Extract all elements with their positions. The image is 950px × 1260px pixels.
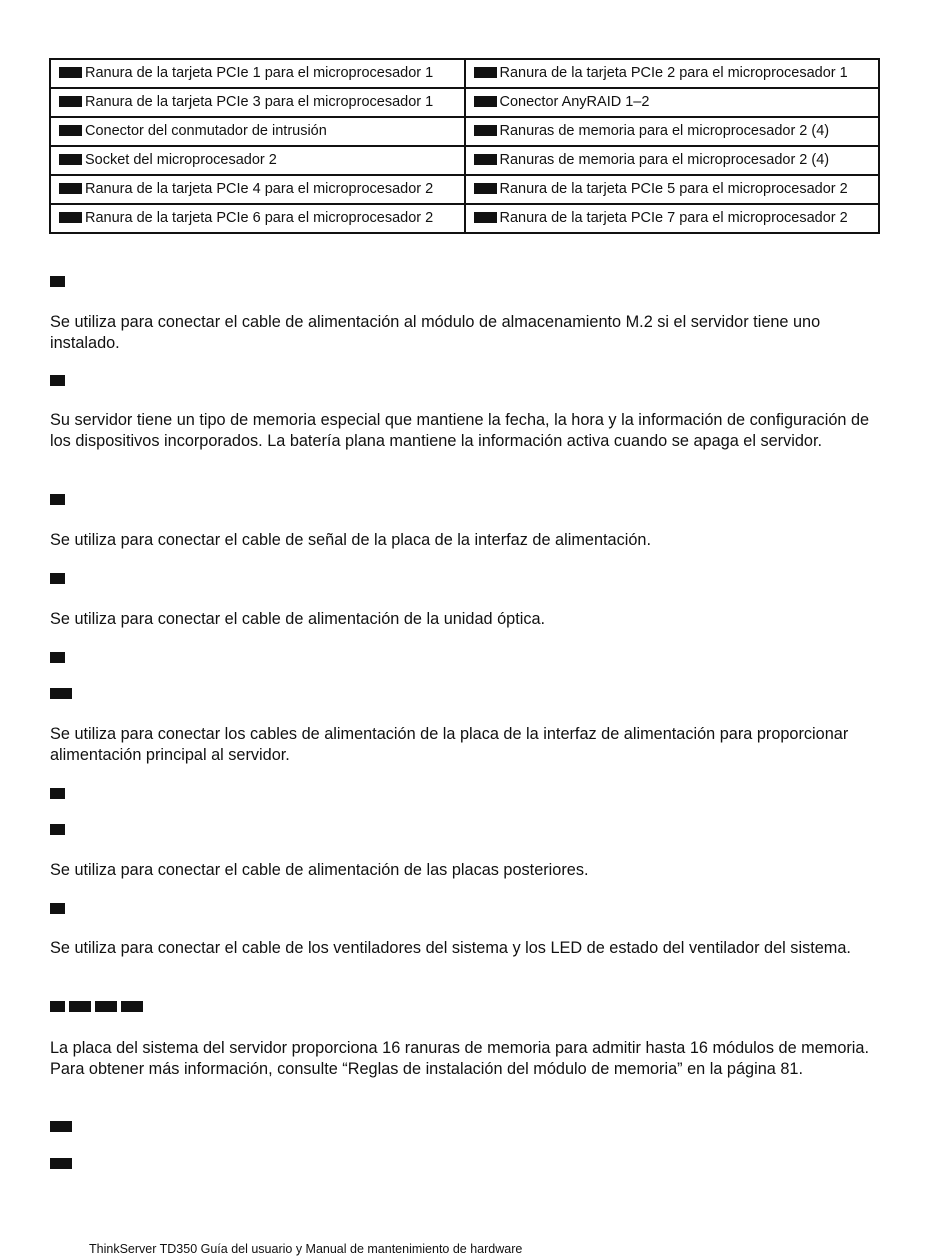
section-text: Se utiliza para conectar los cables de alimentación de la placa de la interfaz de alimentación para proporcionar alimentación principal al servidor.	[50, 725, 849, 764]
table-row	[50, 146, 879, 175]
section-heading-marker	[50, 1121, 72, 1132]
section-heading-marker	[50, 375, 65, 386]
table-cell: Ranura de la tarjeta PCIe 5 para el microprocesador 2	[465, 175, 880, 204]
callout-marker	[50, 824, 65, 835]
section-heading-marker	[50, 1001, 143, 1012]
section-text: Se utiliza para conectar el cable de los ventiladores del sistema y los LED de estado del ventilador del sistema.	[50, 939, 851, 957]
table-cell: Ranura de la tarjeta PCIe 2 para el microprocesador 1	[465, 59, 880, 88]
section-heading-marker	[50, 688, 72, 699]
callout-marker	[50, 1001, 65, 1012]
components-table	[49, 58, 880, 234]
table-cell: Ranura de la tarjeta PCIe 1 para el microprocesador 1	[50, 59, 465, 88]
callout-marker	[50, 1158, 72, 1169]
callout-marker	[50, 276, 65, 287]
callout-marker	[474, 183, 497, 194]
callout-marker	[59, 183, 82, 194]
callout-marker	[69, 1001, 91, 1012]
callout-marker	[474, 154, 497, 165]
table-cell: Socket del microprocesador 2	[50, 146, 465, 175]
callout-marker	[474, 96, 497, 107]
table-cell: Ranura de la tarjeta PCIe 4 para el microprocesador 2	[50, 175, 465, 204]
table-cell: Conector AnyRAID 1–2	[465, 88, 880, 117]
section-text: Se utiliza para conectar el cable de alimentación de las placas posteriores.	[50, 861, 589, 879]
callout-marker	[59, 212, 82, 223]
callout-marker	[50, 375, 65, 386]
section-text: La placa del sistema del servidor proporciona 16 ranuras de memoria para admitir hasta 16 módulos de memoria. Para obtener más información, consulte “Reglas de instalación del módulo de memoria” en la página 81.	[50, 1039, 869, 1078]
table-cell: Ranuras de memoria para el microprocesador 2 (4)	[465, 117, 880, 146]
table-cell: Ranuras de memoria para el microprocesador 2 (4)	[465, 146, 880, 175]
callout-marker	[95, 1001, 117, 1012]
table-row	[50, 204, 879, 233]
callout-marker	[50, 1121, 72, 1132]
section-text: Su servidor tiene un tipo de memoria especial que mantiene la fecha, la hora y la información de configuración de los dispositivos incorporados. La batería plana mantiene la información activa cuando se apaga el servidor.	[50, 411, 870, 450]
table-row	[50, 88, 879, 117]
callout-marker	[50, 903, 65, 914]
section-heading-marker	[50, 788, 65, 799]
callout-marker	[59, 67, 82, 78]
page-footer: ThinkServer TD350 Guía del usuario y Manual de mantenimiento de hardware	[89, 1242, 523, 1256]
table-cell: Ranura de la tarjeta PCIe 6 para el microprocesador 2	[50, 204, 465, 233]
callout-marker	[50, 573, 65, 584]
callout-marker	[59, 96, 82, 107]
callout-marker	[59, 154, 82, 165]
table-cell: Ranura de la tarjeta PCIe 3 para el microprocesador 1	[50, 88, 465, 117]
section-heading-marker	[50, 824, 65, 835]
callout-marker	[59, 125, 82, 136]
section-heading-marker	[50, 652, 65, 663]
callout-marker	[50, 688, 72, 699]
section-text: Se utiliza para conectar el cable de señal de la placa de la interfaz de alimentación.	[50, 531, 651, 549]
callout-marker	[50, 652, 65, 663]
callout-marker	[474, 67, 497, 78]
section-text: Se utiliza para conectar el cable de alimentación al módulo de almacenamiento M.2 si el servidor tiene uno instalado.	[50, 313, 821, 352]
section-heading-marker	[50, 903, 65, 914]
callout-marker	[121, 1001, 143, 1012]
table-cell: Ranura de la tarjeta PCIe 7 para el microprocesador 2	[465, 204, 880, 233]
section-heading-marker	[50, 494, 65, 505]
section-heading-marker	[50, 1158, 72, 1169]
callout-marker	[50, 788, 65, 799]
callout-marker	[474, 125, 497, 136]
table-row	[50, 117, 879, 146]
section-heading-marker	[50, 573, 65, 584]
table-row	[50, 59, 879, 88]
table-row	[50, 175, 879, 204]
table-cell: Conector del conmutador de intrusión	[50, 117, 465, 146]
callout-marker	[474, 212, 497, 223]
callout-marker	[50, 494, 65, 505]
section-text: Se utiliza para conectar el cable de alimentación de la unidad óptica.	[50, 610, 546, 628]
section-heading-marker	[50, 276, 65, 287]
